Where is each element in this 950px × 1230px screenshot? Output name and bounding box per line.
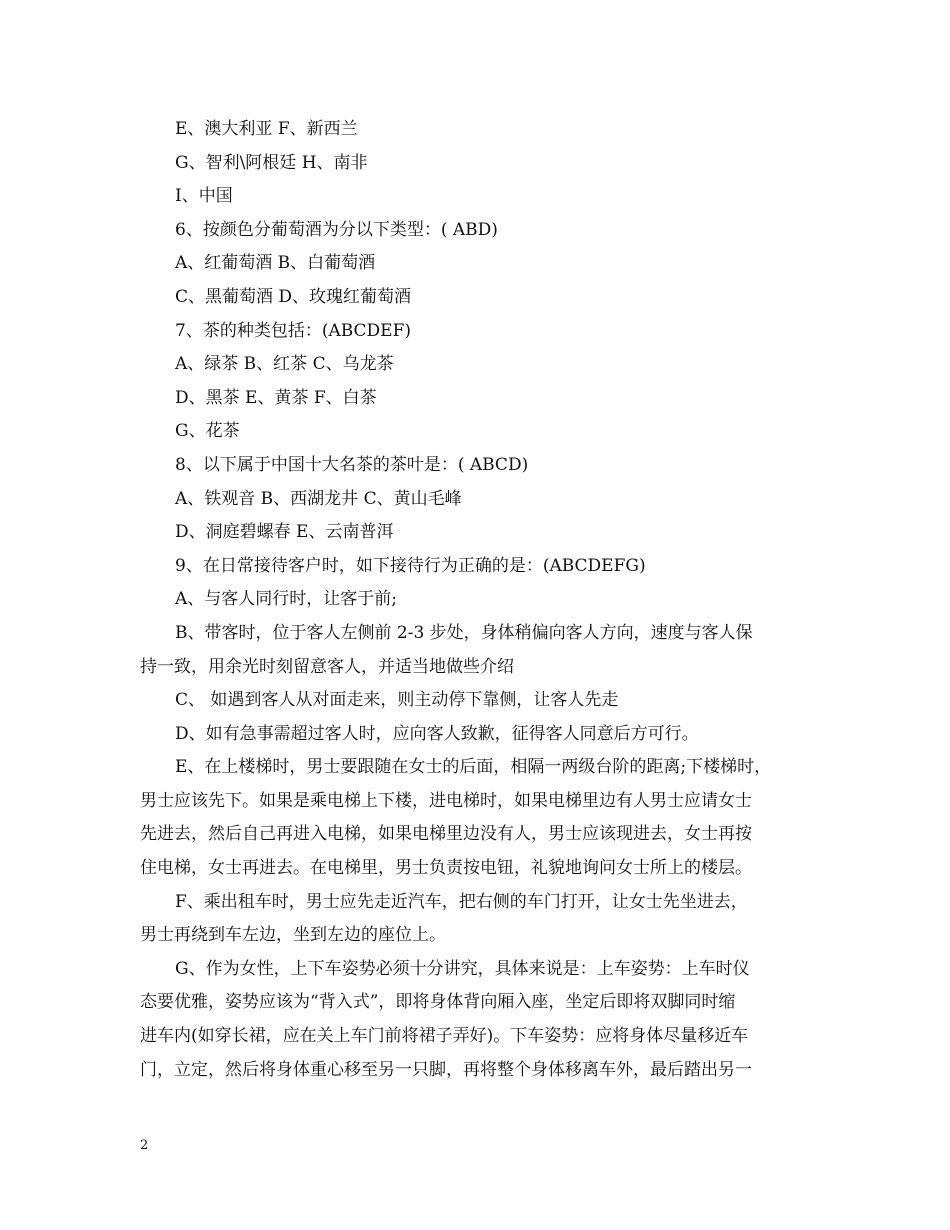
text-line: 门，立定，然后将身体重心移至另一只脚，再将整个身体移离车外，最后踏出另一 [140,1059,752,1080]
text-line: 进车内(如穿长裙，应在关上车门前将裙子弄好)。下车姿势：应将身体尽量移近车 [140,1026,749,1047]
document-body [140,113,830,1087]
text-line: D、洞庭碧螺春 E、云南普洱 [175,522,394,543]
text-line: 态要优雅，姿势应该为“背入式”，即将身体背向厢入座，坐定后即将双脚同时缩 [140,992,736,1013]
text-line: D、黑茶 E、黄茶 F、白茶 [175,387,377,408]
text-line: A、红葡萄酒 B、白葡萄酒 [175,253,376,274]
text-line: G、智利\阿根廷 H、南非 [175,152,368,173]
question-7: 7、茶的种类包括：(ABCDEF) [175,320,412,341]
text-line: B、带客时，位于客人左侧前 2-3 步处，身体稍偏向客人方向，速度与客人保 [175,622,753,643]
text-line: 住电梯，女士再进去。在电梯里，男士负责按电钮，礼貌地询问女士所上的楼层。 [140,858,752,879]
question-6: 6、按颜色分葡萄酒为分以下类型：( ABD) [175,219,498,240]
text-line: 男士应该先下。如果是乘电梯上下楼，进电梯时，如果电梯里边有人男士应请女士 [140,790,752,811]
text-line: A、绿茶 B、红茶 C、乌龙茶 [175,354,394,375]
text-line: A、铁观音 B、西湖龙井 C、黄山毛峰 [175,488,462,509]
text-line: C、 如遇到客人从对面走来，则主动停下靠侧，让客人先走 [175,690,619,711]
text-line: 男士再绕到车左边，坐到左边的座位上。 [140,925,446,946]
text-line: E、在上楼梯时，男士要跟随在女士的后面，相隔一两级台阶的距离;下楼梯时， [175,757,772,778]
text-line: 持一致，用余光时刻留意客人，并适当地做些介绍 [140,656,514,677]
text-line: F、乘出租车时，男士应先走近汽车，把右侧的车门打开，让女士先坐进去， [175,891,748,912]
text-line: D、如有急事需超过客人时，应向客人致歉，征得客人同意后方可行。 [175,723,699,744]
text-line: G、作为女性，上下车姿势必须十分讲究，具体来说是：上车姿势：上车时仪 [175,958,750,979]
text-line: C、黑葡萄酒 D、玫瑰红葡萄酒 [175,286,412,307]
question-9: 9、在日常接待客户时，如下接待行为正确的是：(ABCDEFG) [175,555,646,576]
page-number: 2 [140,1138,149,1153]
text-line: A、与客人同行时，让客于前; [175,589,398,610]
text-line: 先进去，然后自己再进入电梯，如果电梯里边没有人，男士应该现进去，女士再按 [140,824,752,845]
text-line: G、花茶 [175,421,240,442]
text-line: I、中国 [175,186,233,207]
text-line: E、澳大利亚 F、新西兰 [175,119,358,139]
question-8: 8、以下属于中国十大名茶的茶叶是：( ABCD) [175,454,529,475]
